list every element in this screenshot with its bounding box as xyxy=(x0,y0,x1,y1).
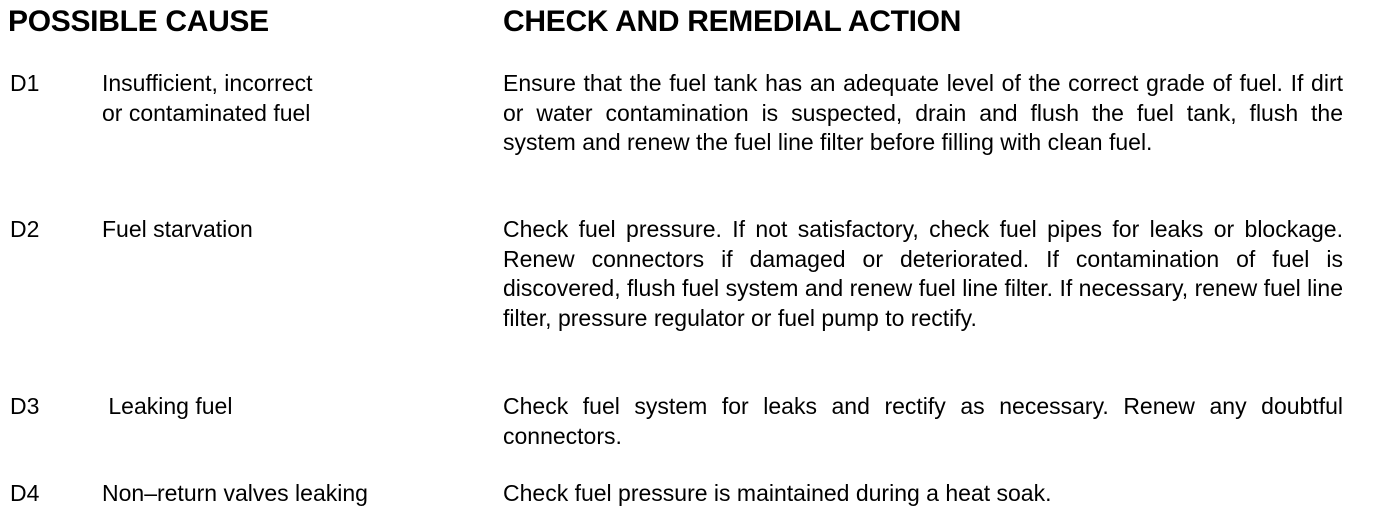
possible-cause-text xyxy=(102,215,492,245)
remedial-action-text: Check fuel system for leaks and rectify as necessary. Renew any doubtful connectors. xyxy=(503,393,1343,449)
possible-cause-text xyxy=(102,69,492,128)
cause-line: Non–return valves leaking xyxy=(102,480,368,506)
fault-code: D4 xyxy=(10,480,40,506)
cause-line: Leaking fuel xyxy=(102,393,233,419)
fault-code: D1 xyxy=(10,70,40,96)
fault-code: D2 xyxy=(10,216,40,242)
possible-cause-text xyxy=(102,392,492,422)
cause-line: Insufficient, incorrect xyxy=(102,70,313,96)
possible-cause-text xyxy=(102,479,492,509)
cause-line: or contaminated fuel xyxy=(102,99,311,126)
remedial-action-text: Check fuel pressure. If not satisfactory, check fuel pipes for leaks or blockage. Renew connectors if damaged or deteriorated. If contamination of fuel is discovered, flush fuel system and renew fuel line filter. If necessary, renew fuel line filter, pressure regulator or fuel pump to rectify. xyxy=(503,216,1343,331)
fault-code: D3 xyxy=(10,393,40,419)
cause-line: Fuel starvation xyxy=(102,216,253,242)
possible-cause-heading: POSSIBLE CAUSE xyxy=(8,5,269,38)
check-action-heading: CHECK AND REMEDIAL ACTION xyxy=(503,5,962,38)
remedial-action-text: Ensure that the fuel tank has an adequate level of the correct grade of fuel. If dirt or water contamination is suspected, drain and flush the fuel tank, flush the system and renew the fuel line filter before filling with clean fuel. xyxy=(503,70,1343,155)
remedial-action-text: Check fuel pressure is maintained during a heat soak. xyxy=(503,480,1052,506)
